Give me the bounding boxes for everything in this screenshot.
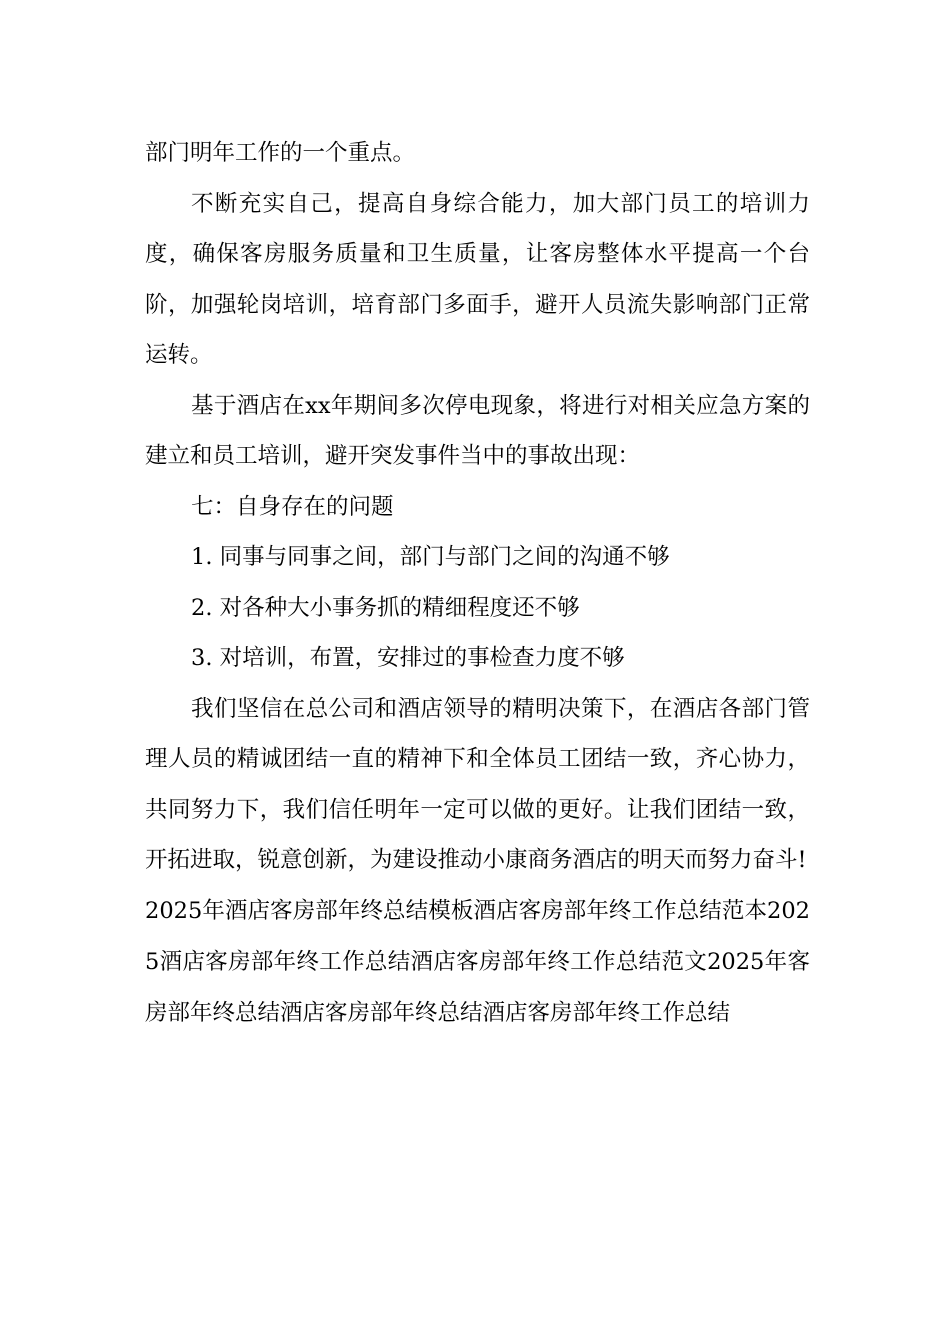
paragraph-training: 不断充实自己，提高自身综合能力，加大部门员工的培训力度，确保客房服务质量和卫生质量，让客房整体水平提高一个台阶，加强轮岗培训，培育部门多面手，避开人员流失影响部门正常运转。: [145, 190, 810, 368]
document-body: [145, 128, 810, 1039]
list-item: 2. 对各种大小事务抓的精细程度还不够: [191, 594, 580, 621]
related-articles-text: 2025年酒店客房部年终总结模板酒店客房部年终工作总结范本2025酒店客房部年终工作总结酒店客房部年终工作总结范文2025年客房部年终总结酒店客房部年终总结酒店客房部年终工作总结: [145, 897, 810, 1026]
paragraph-emergency: 基于酒店在xx年期间多次停电现象，将进行对相关应急方案的建立和员工培训，避开突发事件当中的事故出现：: [145, 392, 810, 469]
paragraph-conclusion: 我们坚信在总公司和酒店领导的精明决策下，在酒店各部门管理人员的精诚团结一直的精神下和全体员工团结一致，齐心协力，共同努力下，我们信任明年一定可以做的更好。让我们团结一致，开拓进取，锐意创新，为建设推动小康商务酒店的明天而努力奋斗!: [145, 695, 810, 873]
section-heading: 七：自身存在的问题: [191, 493, 394, 520]
list-item: 1. 同事与同事之间，部门与部门之间的沟通不够: [191, 544, 670, 570]
paragraph-continuation: 部门明年工作的一个重点。: [145, 140, 416, 166]
list-item: 3. 对培训，布置，安排过的事检查力度不够: [191, 645, 625, 671]
